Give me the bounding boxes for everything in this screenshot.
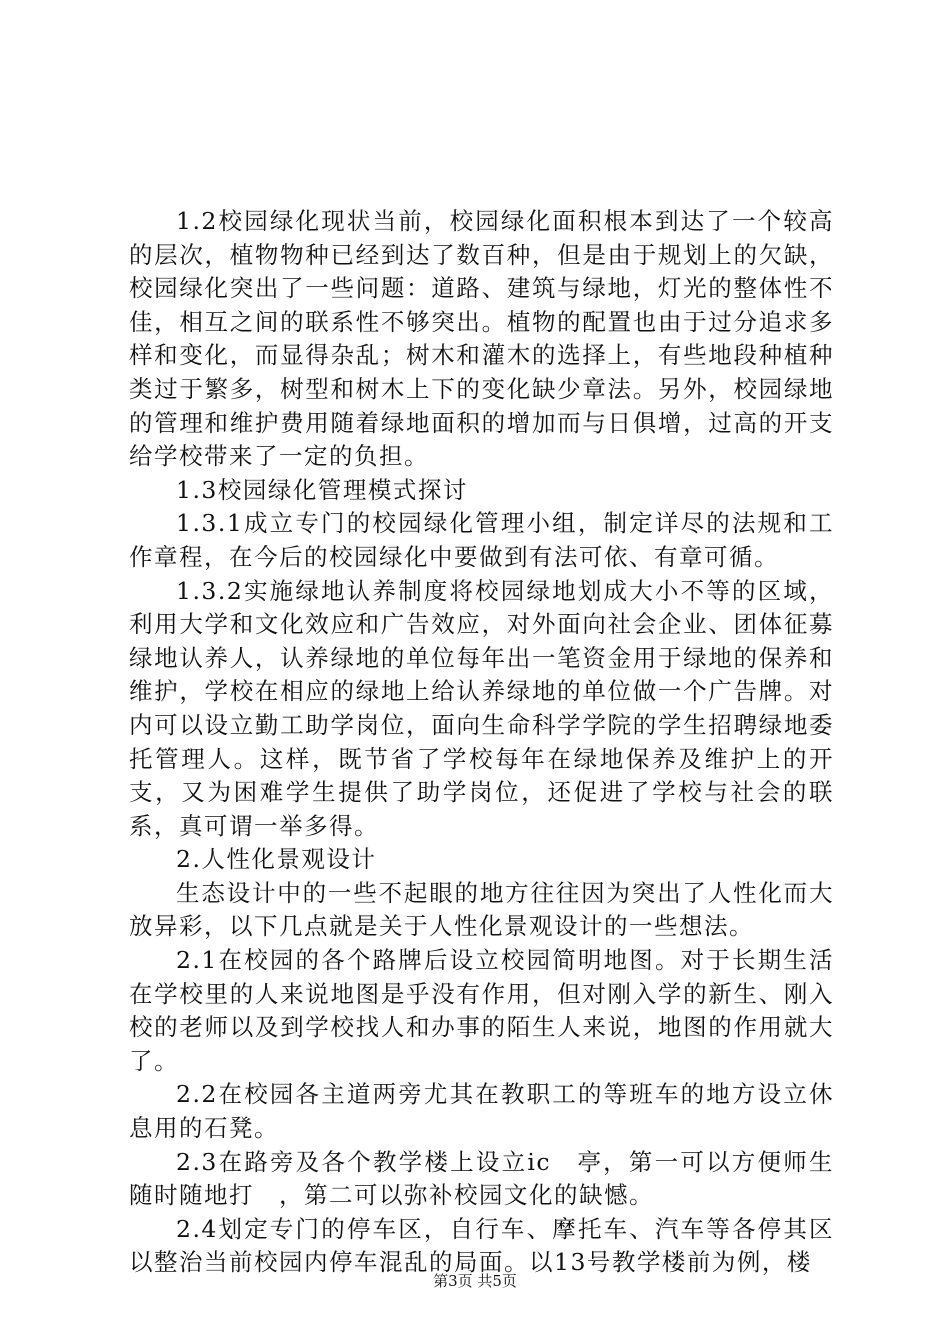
paragraph-1-2: 1.2校园绿化现状当前，校园绿化面积根本到达了一个较高的层次，植物物种已经到达了数百种，但是由于规划上的欠缺，校园绿化突出了一些问题：道路、建筑与绿地，灯光的整体性不佳，相互之间的联系性不够突出。植物的配置也由于过分追求多样和变化，而显得杂乱；树木和灌木的选择上，有些地段种植种类过于繁多，树型和树木上下的变化缺少章法。另外，校园绿地的管理和维护费用随着绿地面积的增加而与日俱增，过高的开支给学校带来了一定的负担。 — [129, 207, 834, 471]
heading-2: 2.人性化景观设计 — [176, 845, 377, 874]
paragraph-1-3-1: 1.3.1成立专门的校园绿化管理小组，制定详尽的法规和工作章程，在今后的校园绿化中要做到有法可依、有章可循。 — [129, 509, 834, 571]
paragraph-2-4: 2.4划定专门的停车区，自行车、摩托车、汽车等各停其区以整治当前校园内停车混乱的局面。以13号教学楼前为例，楼 — [129, 1214, 834, 1277]
body-text — [129, 205, 834, 1280]
heading-1-3: 1.3校园绿化管理模式探讨 — [176, 475, 468, 504]
page-footer: 第3页 共5页 — [433, 1272, 517, 1290]
paragraph-1-3-2: 1.3.2实施绿地认养制度将校园绿地划成大小不等的区域，利用大学和文化效应和广告效应，对外面向社会企业、团体征募绿地认养人，认养绿地的单位每年出一笔资金用于绿地的保养和维护，学校在相应的绿地上给认养绿地的单位做一个广告牌。对内可以设立勤工助学岗位，面向生命科学学院的学生招聘绿地委托管理人。这样，既节省了学校每年在绿地保养及维护上的开支，又为困难学生提供了助学岗位，还促进了学校与社会的联系，真可谓一举多得。 — [129, 576, 834, 840]
paragraph-2-3: 2.3在路旁及各个教学楼上设立ic 亭，第一可以方便师生随时随地打 ，第二可以弥补校园文化的缺憾。 — [129, 1147, 834, 1210]
paragraph-2-2: 2.2在校园各主道两旁尤其在教职工的等班车的地方设立休息用的石凳。 — [129, 1080, 834, 1143]
paragraph-2-intro: 生态设计中的一些不起眼的地方往往因为突出了人性化而大放异彩，以下几点就是关于人性化景观设计的一些想法。 — [129, 878, 834, 941]
paragraph-2-1: 2.1在校园的各个路牌后设立校园简明地图。对于长期生活在学校里的人来说地图是乎没有作用，但对刚入学的新生、刚入校的老师以及到学校找人和办事的陌生人来说，地图的作用就大了。 — [129, 946, 834, 1075]
